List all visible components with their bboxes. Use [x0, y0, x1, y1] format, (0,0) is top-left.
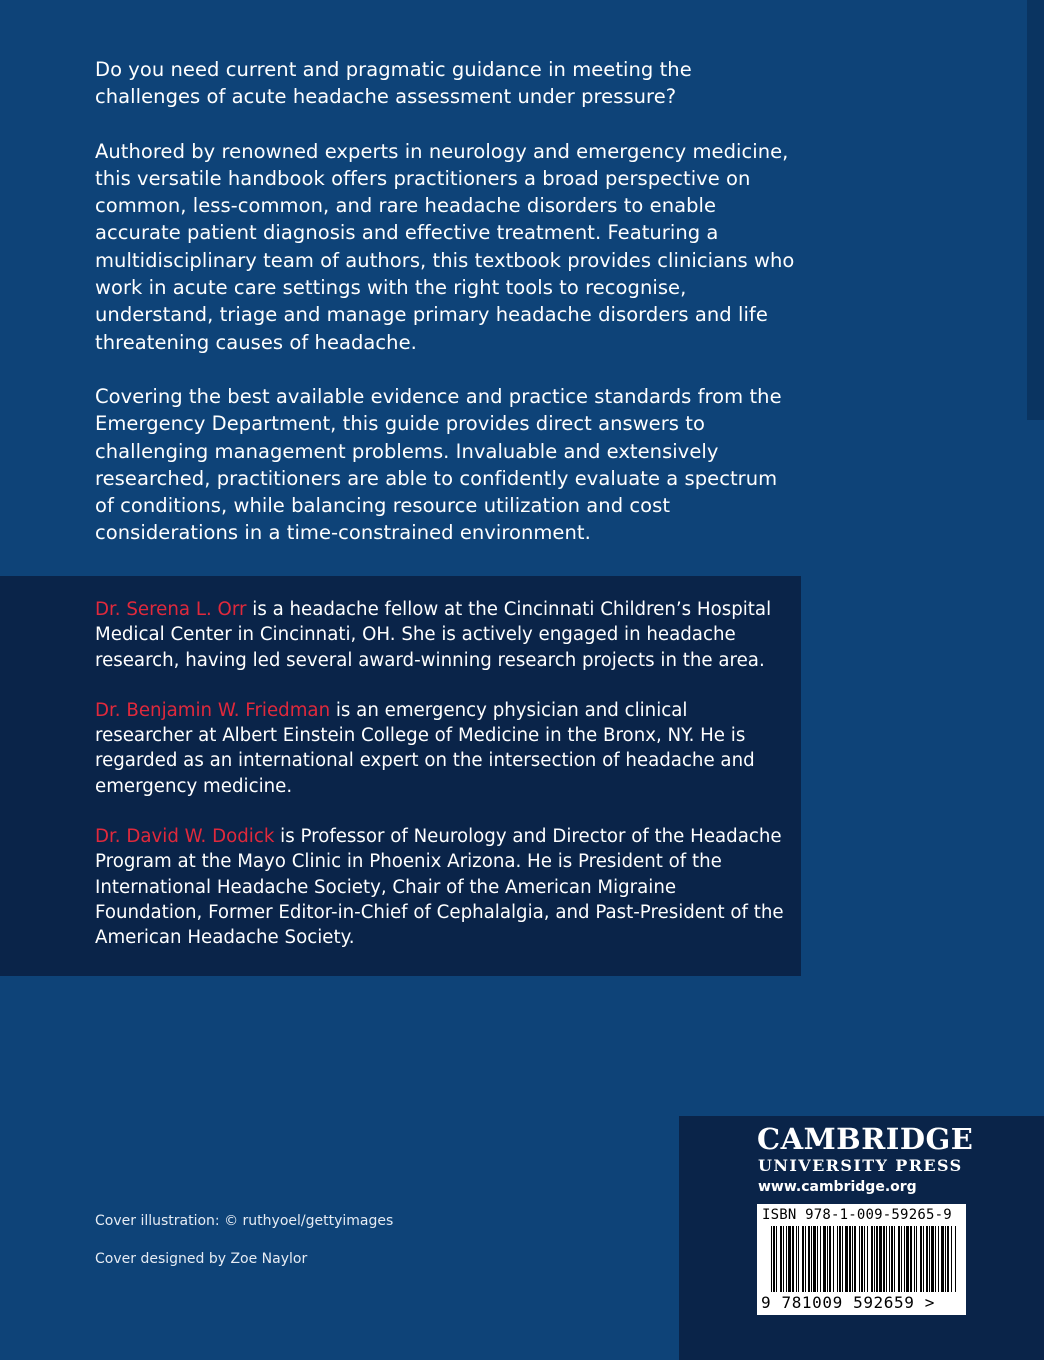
author-name-2: Dr. Benjamin W. Friedman: [95, 699, 331, 721]
publisher-url: www.cambridge.org: [758, 1179, 917, 1195]
author-text-1: is a headache fellow at the Cincinnati Children’s Hospital Medical Center in Cincinnati, OH. She is actively engaged in headache research, having led several award-winning research projects in the area.: [95, 599, 772, 671]
blurb-paragraph-2: Authored by renowned experts in neurology and emergency medicine, this versatile handbook offers practitioners a broad perspective on common, less-common, and rare headache disorders to enable accurate patient diagnosis and effective treatment. Featuring a multidisciplinary team of authors, this textbook provides clinicians who work in acute care settings with the right tools to recognise, understand, triage and manage primary headache disorders and life threatening causes of headache.: [95, 139, 795, 354]
blurb-paragraph-3: Covering the best available evidence and practice standards from the Emergency Department, this guide provides direct answers to challenging management problems. Invaluable and extensively researched, practitioners are able to confidently evaluate a spectrum of conditions, while balancing resource utilization and cost considerations in a time-constrained environment.: [95, 384, 782, 545]
edge-strip: [1027, 0, 1044, 420]
author-text-3: is Professor of Neurology and Director of the Headache Program at the Mayo Clinic in Phoenix Arizona. He is President of the International Headache Society, Chair of the American Migraine Foundation, Former Editor-in-Chief of Cephalalgia, and Past-President of the American Headache Society.: [95, 826, 784, 949]
publisher-press: UNIVERSITY PRESS: [758, 1156, 963, 1175]
cover-credits: [95, 1211, 393, 1287]
author-bio-3: [95, 824, 785, 950]
blurb-paragraph-1: Do you need current and pragmatic guidance in meeting the challenges of acute headache assessment under pressure?: [95, 58, 692, 109]
design-credit: Cover designed by Zoe Naylor: [95, 1251, 308, 1267]
barcode: [757, 1204, 966, 1315]
author-text-2: is an emergency physician and clinical researcher at Albert Einstein College of Medicine in the Bronx, NY. He is regarded as an international expert on the intersection of headache and emergency medicine.: [95, 699, 755, 797]
barcode-digits: 9 781009 592659 >: [761, 1293, 935, 1312]
authors-panel: [0, 576, 801, 976]
publisher-name: CAMBRIDGE: [757, 1122, 974, 1156]
publisher-panel: [679, 1116, 1044, 1360]
barcode-bars-icon: [757, 1226, 966, 1294]
isbn-label: ISBN 978-1-009-59265-9: [762, 1207, 952, 1223]
author-name-1: Dr. Serena L. Orr: [95, 599, 247, 620]
author-bio-2: [95, 698, 785, 799]
cover-blurb: [95, 56, 795, 574]
author-bio-1: [95, 597, 785, 673]
illustration-credit: Cover illustration: © ruthyoel/gettyimages: [95, 1213, 394, 1229]
author-name-3: Dr. David W. Dodick: [95, 826, 275, 848]
